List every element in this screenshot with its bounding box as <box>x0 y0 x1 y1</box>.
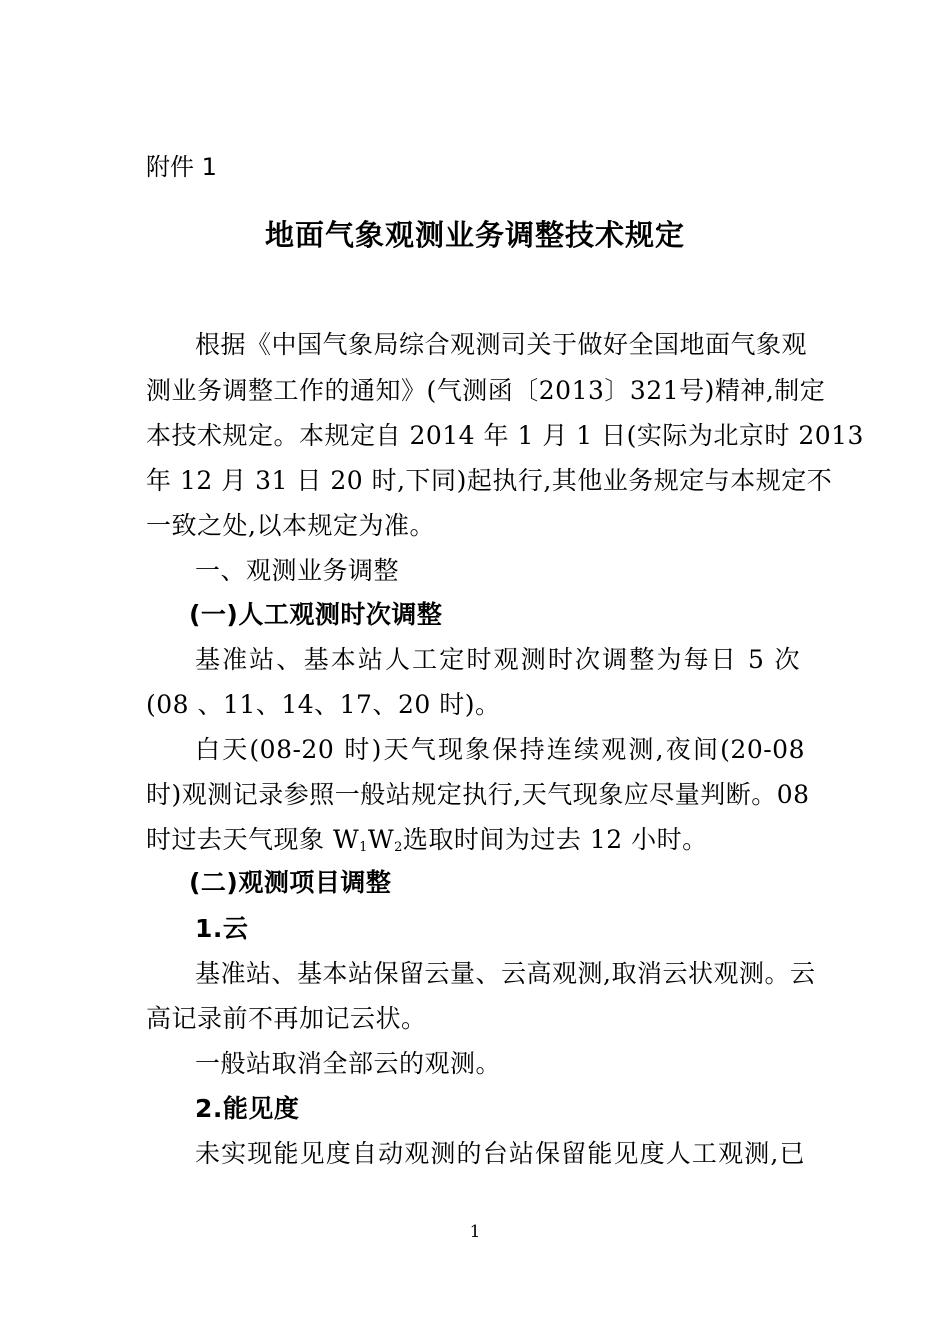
item-heading: 2.能见度 <box>195 1094 300 1123</box>
subsection-heading: (一)人工观测时次调整 <box>189 600 443 629</box>
paragraph-line: 基准站、基本站保留云量、云高观测,取消云状观测。云 <box>195 959 816 988</box>
paragraph-line: 一般站取消全部云的观测。 <box>195 1049 502 1078</box>
intro-line: 年 12 月 31 日 20 时,下同)起执行,其他业务规定与本规定不 <box>146 466 833 495</box>
document-title: 地面气象观测业务调整技术规定 <box>264 218 685 252</box>
paragraph-line: 时过去天气现象 $W_1W_2$选取时间为过去 12 小时。 <box>146 825 708 855</box>
intro-line: 本技术规定。本规定自 2014 年 1 月 1 日(实际为北京时 2013 <box>146 421 864 450</box>
paragraph-line: 基准站、基本站人工定时观测时次调整为每日 5 次 <box>195 645 800 674</box>
page-number: 1 <box>469 1222 481 1242</box>
attachment-label: 附件 1 <box>146 153 217 181</box>
subsection-heading: (二)观测项目调整 <box>189 868 392 897</box>
paragraph-line: 时)观测记录参照一般站规定执行,天气现象应尽量判断。08 <box>146 780 810 809</box>
paragraph-line: 高记录前不再加记云状。 <box>146 1004 427 1033</box>
intro-line: 一致之处,以本规定为准。 <box>146 511 435 540</box>
paragraph-line: (08 、11、14、17、20 时)。 <box>146 690 501 719</box>
paragraph-line: 未实现能见度自动观测的台站保留能见度人工观测,已 <box>195 1139 805 1168</box>
item-heading: 1.云 <box>195 914 249 943</box>
paragraph-line: 白天(08-20 时)天气现象保持连续观测,夜间(20-08 <box>195 735 805 764</box>
intro-line: 测业务调整工作的通知》(气测函〔2013〕321号)精神,制定 <box>146 376 826 405</box>
section-heading: 一、观测业务调整 <box>195 556 400 585</box>
intro-line: 根据《中国气象局综合观测司关于做好全国地面气象观 <box>195 330 808 359</box>
